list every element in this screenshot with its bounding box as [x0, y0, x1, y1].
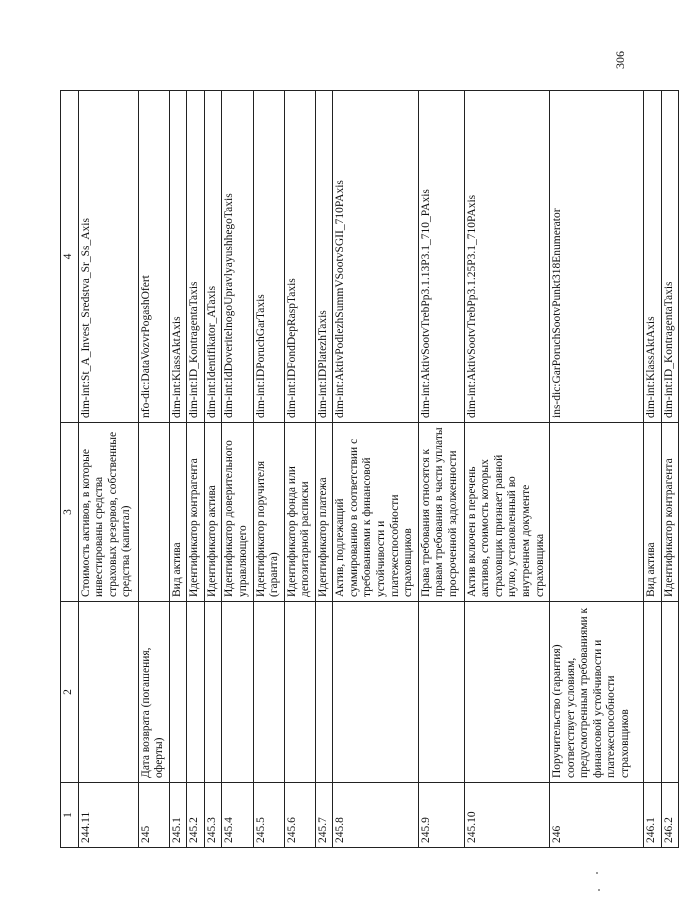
row-name — [644, 602, 662, 783]
row-description: Актив включен в перечень активов, стоимость которых страховщик признает равной нулю, установленный во внутреннем документе страховщика — [464, 423, 549, 602]
table-row — [284, 91, 315, 848]
row-number: 245.6 — [284, 783, 315, 848]
row-name — [661, 602, 679, 783]
row-number: 245.5 — [253, 783, 284, 848]
table-row — [464, 91, 549, 848]
row-number: 245.4 — [222, 783, 253, 848]
header-cell-1: 1 — [61, 783, 79, 848]
row-description: Стоимость активов, в которые инвестированы средства страховых резервов, собственные средства (капитал) — [78, 423, 138, 602]
row-name — [418, 602, 464, 783]
row-description: Идентификатор актива — [204, 423, 222, 602]
row-description: Идентификатор контрагента — [661, 423, 679, 602]
row-code: dim-int:Identifikator_ATaxis — [204, 91, 222, 423]
page-number: 306 — [613, 51, 627, 69]
row-code: ins-dic:GarPoruchSootvPunkt318Enumerator — [550, 91, 644, 423]
row-description: Идентификатор доверительного управляющего — [222, 423, 253, 602]
row-name — [169, 602, 187, 783]
row-code: dim-int:KlassAktAxis — [644, 91, 662, 423]
row-code: dim-int:AktivSootvTrebPp3.1.25P3.1_710PAxis — [464, 91, 549, 423]
row-description: Права требования относятся к правам требования в части уплаты просроченной задолженности — [418, 423, 464, 602]
row-name — [333, 602, 418, 783]
row-name — [187, 602, 205, 783]
row-number: 246.2 — [661, 783, 679, 848]
row-number: 246.1 — [644, 783, 662, 848]
row-number: 245.7 — [315, 783, 333, 848]
header-cell-3: 3 — [61, 423, 79, 602]
row-code: dim-int:IdDoveritelnogoUpravlyayushhegoTaxis — [222, 91, 253, 423]
table-row — [550, 91, 644, 848]
row-name — [253, 602, 284, 783]
table-row — [138, 91, 169, 848]
row-description: Идентификатор платежа — [315, 423, 333, 602]
row-name — [284, 602, 315, 783]
table-row — [644, 91, 662, 848]
row-name — [222, 602, 253, 783]
row-number: 245.8 — [333, 783, 418, 848]
table-row — [187, 91, 205, 848]
row-description: Идентификатор фонда или депозитарной расписки — [284, 423, 315, 602]
row-description — [550, 423, 644, 602]
row-description: Идентификатор контрагента — [187, 423, 205, 602]
row-description: Вид актива — [169, 423, 187, 602]
row-number: 245.10 — [464, 783, 549, 848]
row-name: Поручительство (гарантия) соответствует условиям, предусмотренным требованиями к финансовой устойчивости и платежеспособности страховщиков — [550, 602, 644, 783]
row-description: Актив, подлежащий суммированию в соответствии с требованиями к финансовой устойчивости и платежеспособности страховщиков — [333, 423, 418, 602]
row-code: nfo-dic:DataVozvrPogashOfert — [138, 91, 169, 423]
row-number: 245.3 — [204, 783, 222, 848]
table-row — [661, 91, 679, 848]
row-number: 244.11 — [78, 783, 138, 848]
row-code: dim-int:IDPlatezhTaxis — [315, 91, 333, 423]
header-row — [61, 91, 79, 848]
row-number: 245.2 — [187, 783, 205, 848]
row-name: Дата возврата (погашения, оферты) — [138, 602, 169, 783]
table-row — [315, 91, 333, 848]
table-row — [222, 91, 253, 848]
row-name — [315, 602, 333, 783]
row-description: Вид актива — [644, 423, 662, 602]
table-row — [333, 91, 418, 848]
table-row — [418, 91, 464, 848]
document-table — [60, 90, 679, 848]
row-code: dim-int:ID_KontragentaTaxis — [661, 91, 679, 423]
table-row — [78, 91, 138, 848]
row-number: 245.9 — [418, 783, 464, 848]
row-code: dim-int:IDPoruchGarTaxis — [253, 91, 284, 423]
row-description: Идентификатор поручителя (гаранта) — [253, 423, 284, 602]
header-cell-2: 2 — [61, 602, 79, 783]
header-cell-4: 4 — [61, 91, 79, 423]
row-code: dim-int:ID_KontragentaTaxis — [187, 91, 205, 423]
row-number: 245 — [138, 783, 169, 848]
table-row — [204, 91, 222, 848]
table-row — [169, 91, 187, 848]
row-code: dim-int:KlassAktAxis — [169, 91, 187, 423]
row-number: 245.1 — [169, 783, 187, 848]
scan-speck — [596, 872, 598, 874]
row-code: dim-int:St_A_Invest_Sredstva_Sr_Ss_Axis — [78, 91, 138, 423]
row-description — [138, 423, 169, 602]
row-number: 246 — [550, 783, 644, 848]
row-name — [204, 602, 222, 783]
table-row — [253, 91, 284, 848]
row-code: dim-int:AktivSootvTrebPp3.1.13P3.1_710_PAxis — [418, 91, 464, 423]
row-code: dim-int:IDFondDepRaspTaxis — [284, 91, 315, 423]
scan-speck — [598, 889, 600, 891]
row-name — [464, 602, 549, 783]
row-name — [78, 602, 138, 783]
row-code: dim-int:AktivPodlezhSummVSootvSGII_710PAxis — [333, 91, 418, 423]
